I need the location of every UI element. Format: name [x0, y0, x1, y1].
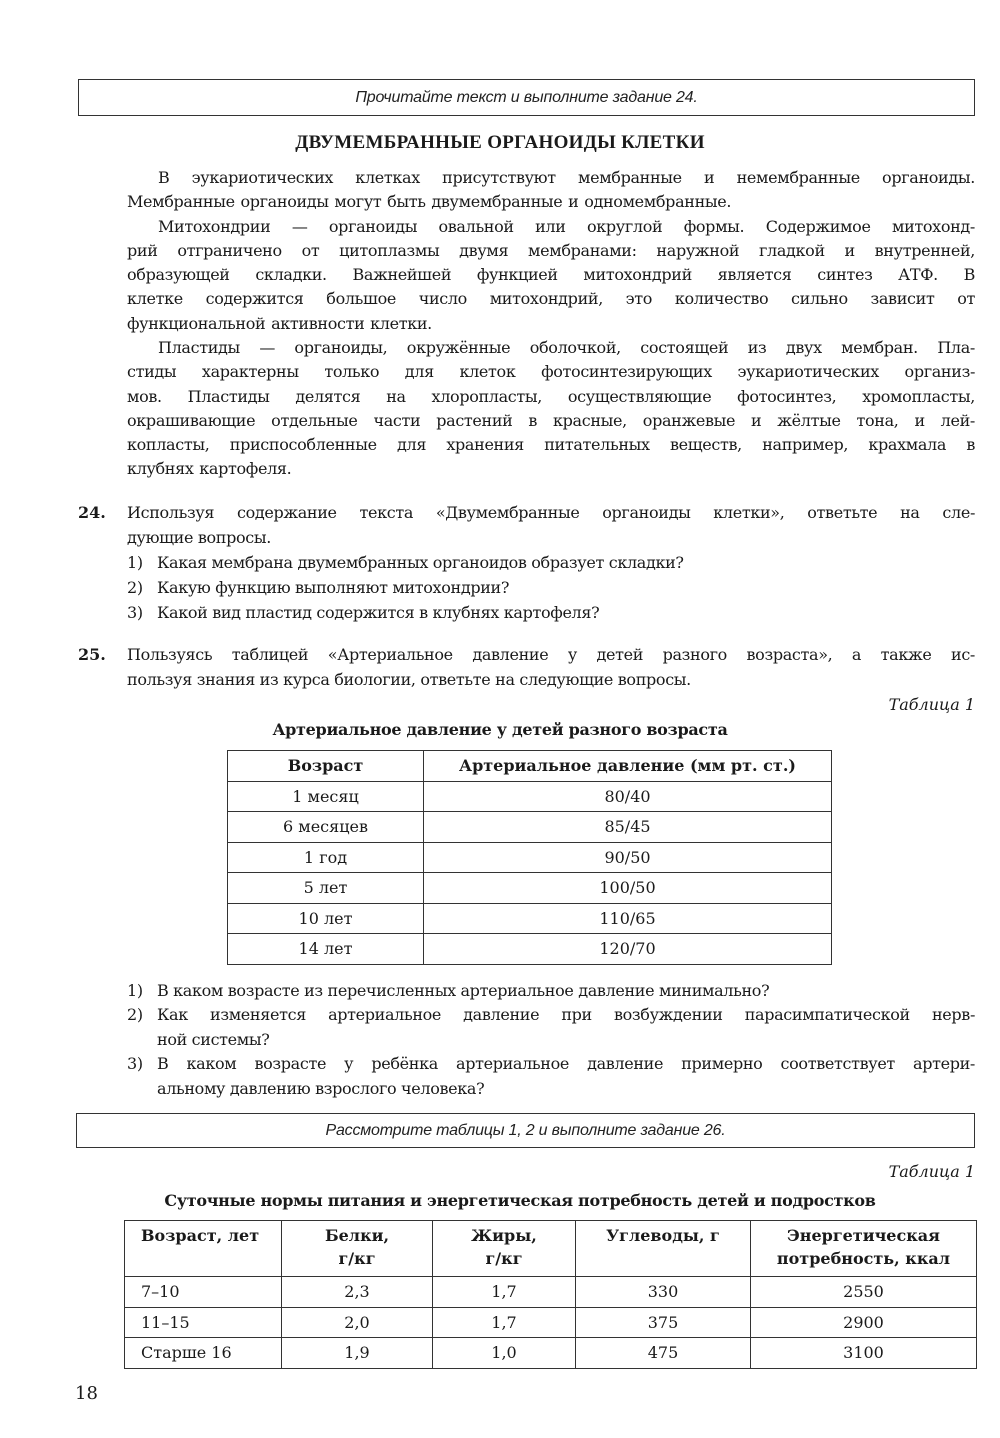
- header-text: потребность, ккал: [776, 1249, 951, 1268]
- column-header: [282, 1221, 433, 1277]
- question-text: альному давлению взрослого человека?: [157, 1078, 485, 1098]
- table-cell: 14 лет: [228, 934, 424, 965]
- nutrition-table: [124, 1220, 977, 1369]
- table-cell: 120/70: [424, 934, 832, 965]
- task-25-number: 25.: [78, 645, 106, 664]
- text-line: Используя содержание текста «Двумембранные органоиды клетки», ответьте на сле-: [127, 503, 975, 522]
- table-row: [228, 934, 832, 965]
- text-line: стиды характерны только для клеток фотосинтезирующих эукариотических организ-: [127, 362, 975, 382]
- table-header-row: [125, 1221, 977, 1277]
- paragraph-plastids: [127, 336, 975, 482]
- column-header: [576, 1221, 751, 1277]
- column-header: [125, 1221, 282, 1277]
- table-cell: 330: [576, 1277, 751, 1308]
- table-row: [125, 1338, 977, 1369]
- question-text: В каком возрасте у ребёнка артериальное давление примерно соответствует артери-: [157, 1054, 975, 1073]
- table-cell: 1,7: [433, 1307, 576, 1338]
- table-cell: 2900: [751, 1307, 977, 1338]
- table-cell: 1 месяц: [228, 781, 424, 812]
- table-row: [228, 903, 832, 934]
- question-number: 3): [127, 1054, 143, 1073]
- text-line: образующей складки. Важнейшей функцией митохондрий является синтез АТФ. В: [127, 265, 975, 285]
- table-cell: 1,7: [433, 1277, 576, 1308]
- text-line: функциональной активности клетки.: [127, 313, 432, 333]
- text-line: Мембранные органоиды могут быть двумембранные и одномембранные.: [127, 192, 732, 212]
- question-number: 1): [127, 553, 143, 572]
- table-row: [125, 1307, 977, 1338]
- text-line: копласты, приспособленные для хранения питательных веществ, например, крахмала в: [127, 435, 975, 455]
- header-text: Возраст, лет: [141, 1226, 260, 1245]
- table-cell: 85/45: [424, 812, 832, 843]
- text-line: В эукариотических клетках присутствуют мембранные и немембранные органоиды.: [158, 168, 975, 187]
- table-cell: 2,0: [282, 1307, 433, 1338]
- table-row: [228, 873, 832, 904]
- column-header: [751, 1221, 977, 1277]
- column-header: Артериальное давление (мм рт. ст.): [424, 751, 832, 782]
- table-cell: 475: [576, 1338, 751, 1369]
- task-24-number: 24.: [78, 503, 106, 522]
- text-line: Пластиды — органоиды, окружённые оболочкой, состоящей из двух мембран. Пла-: [158, 338, 975, 357]
- header-text: Белки,: [324, 1226, 390, 1245]
- table-cell: 2,3: [282, 1277, 433, 1308]
- paragraph-mitochondria: [127, 215, 975, 336]
- text-line: клетке содержится большое число митохондрий, это количество сильно зависит от: [127, 289, 975, 309]
- header-text: Жиры,: [471, 1226, 537, 1245]
- table-label: Таблица 1: [888, 1162, 975, 1181]
- question-number: 1): [127, 981, 143, 1000]
- instruction-text: Прочитайте текст и выполните задание 24.: [355, 88, 698, 106]
- table-cell: 1 год: [228, 842, 424, 873]
- table-label: Таблица 1: [888, 695, 975, 714]
- question-text: В каком возрасте из перечисленных артериальное давление минимально?: [157, 981, 770, 1000]
- question-number: 2): [127, 1005, 143, 1024]
- instruction-text: Рассмотрите таблицы 1, 2 и выполните задание 26.: [325, 1121, 726, 1139]
- table-cell: 110/65: [424, 903, 832, 934]
- table-cell: Старше 16: [125, 1338, 282, 1369]
- task-24-prompt: [127, 501, 975, 550]
- text-line: клубнях картофеля.: [127, 459, 292, 479]
- header-text: Углеводы, г: [606, 1226, 720, 1245]
- page-number: 18: [75, 1383, 98, 1404]
- table-cell: 10 лет: [228, 903, 424, 934]
- table-cell: 5 лет: [228, 873, 424, 904]
- question-text: Как изменяется артериальное давление при возбуждении парасимпатической нерв-: [157, 1005, 975, 1024]
- question-text: ной системы?: [157, 1029, 270, 1049]
- blood-pressure-table: [227, 750, 832, 965]
- table-cell: 1,9: [282, 1338, 433, 1369]
- text-line: окрашивающие отдельные части растений в красные, оранжевые и жёлтые тона, и лей-: [127, 410, 975, 430]
- table-cell: 6 месяцев: [228, 812, 424, 843]
- text-title: ДВУМЕМБРАННЫЕ ОРГАНОИДЫ КЛЕТКИ: [295, 132, 705, 153]
- table-row: [228, 842, 832, 873]
- table-cell: 80/40: [424, 781, 832, 812]
- text-line: Митохондрии — органоиды овальной или округлой формы. Содержимое митохонд-: [158, 216, 975, 236]
- question-text: Какую функцию выполняют митохондрии?: [157, 578, 510, 597]
- table-cell: 375: [576, 1307, 751, 1338]
- paragraph-intro: [127, 166, 975, 215]
- table-cell: 1,0: [433, 1338, 576, 1369]
- text-line: мов. Пластиды делятся на хлоропласты, осуществляющие фотосинтез, хромопласты,: [127, 386, 975, 406]
- table-cell: 7–10: [125, 1277, 282, 1308]
- text-line: рий отграничено от цитоплазмы двумя мембранами: наружной гладкой и внутренней,: [127, 240, 975, 260]
- question-number: 3): [127, 603, 143, 622]
- text-line: дующие вопросы.: [127, 527, 272, 547]
- header-text: г/кг: [485, 1249, 523, 1268]
- table-cell: 3100: [751, 1338, 977, 1369]
- text-line: пользуя знания из курса биологии, ответьте на следующие вопросы.: [127, 669, 691, 689]
- instruction-box-task-24: [78, 79, 975, 116]
- table-cell: 90/50: [424, 842, 832, 873]
- text-line: Пользуясь таблицей «Артериальное давление у детей разного возраста», а также ис-: [127, 645, 975, 664]
- column-header: [433, 1221, 576, 1277]
- table-title-nutrition: Суточные нормы питания и энергетическая потребность детей и подростков: [164, 1191, 876, 1210]
- question-text: Какой вид пластид содержится в клубнях картофеля?: [157, 603, 600, 622]
- table-row: [228, 781, 832, 812]
- table-row: [228, 812, 832, 843]
- header-text: Энергетическая: [787, 1226, 940, 1245]
- question-number: 2): [127, 578, 143, 597]
- header-text: г/кг: [338, 1249, 376, 1268]
- table-title-blood-pressure: Артериальное давление у детей разного возраста: [272, 720, 728, 739]
- question-text: Какая мембрана двумембранных органоидов образует складки?: [157, 553, 684, 572]
- instruction-box-task-26: [76, 1113, 975, 1148]
- table-row: [125, 1277, 977, 1308]
- task-25-prompt: [127, 643, 975, 692]
- table-header-row: [228, 751, 832, 782]
- table-cell: 11–15: [125, 1307, 282, 1338]
- table-cell: 100/50: [424, 873, 832, 904]
- table-cell: 2550: [751, 1277, 977, 1308]
- column-header: Возраст: [228, 751, 424, 782]
